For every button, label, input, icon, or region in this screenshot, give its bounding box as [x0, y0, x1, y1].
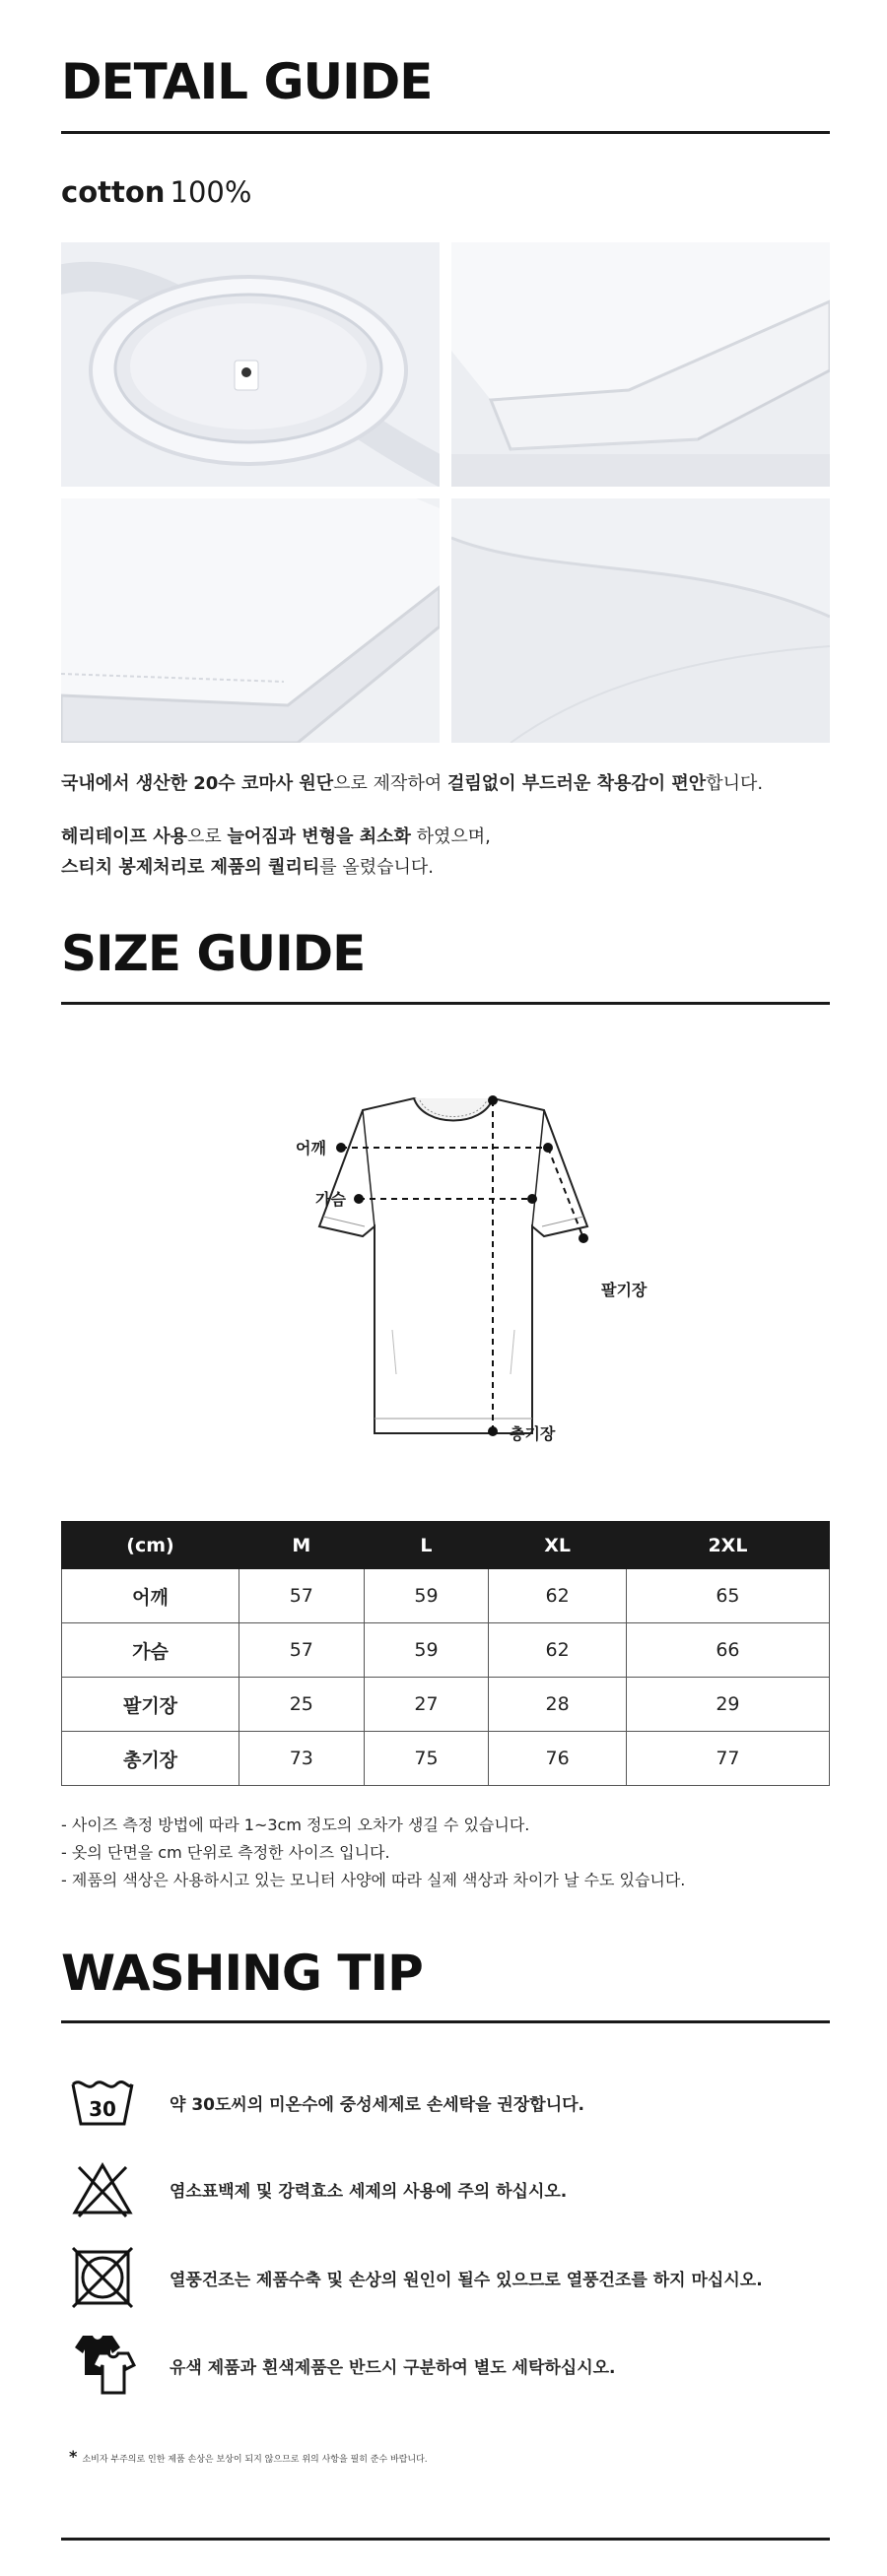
- cell: 59: [364, 1569, 489, 1623]
- cell: 57: [239, 1623, 365, 1678]
- hand-wash-30-icon: [69, 2069, 136, 2136]
- table-row: [62, 1623, 830, 1678]
- label-length: 총기장: [510, 1424, 556, 1443]
- header-m: M: [239, 1522, 365, 1569]
- cell: 65: [626, 1569, 829, 1623]
- desc-2a: 헤리테이프 사용: [61, 826, 187, 847]
- tip-text: 약 30도씨의 미온수에 중성세제로 손세탁을 권장합니다.: [170, 2094, 584, 2115]
- cell: 62: [489, 1569, 627, 1623]
- row-label: 어깨: [62, 1569, 239, 1623]
- cell: 75: [364, 1732, 489, 1786]
- header-2xl: 2XL: [626, 1522, 829, 1569]
- desc-1d: 합니다.: [706, 773, 764, 794]
- tip-no-bleach: [69, 2155, 567, 2222]
- desc-2b: 으로: [186, 826, 228, 847]
- desc-1b: 으로 제작하여: [333, 773, 447, 794]
- row-label: 가슴: [62, 1623, 239, 1678]
- bottom-divider: [61, 2538, 830, 2541]
- desc-line-2: [61, 822, 830, 852]
- cell: 28: [489, 1678, 627, 1732]
- washing-section: [61, 1945, 830, 2002]
- washing-title: WASHING TIP: [61, 1945, 423, 2002]
- no-tumble-dry-icon: [69, 2244, 136, 2311]
- table-row: [62, 1678, 830, 1732]
- tip-separate-wash: [69, 2332, 616, 2399]
- cell: 59: [364, 1623, 489, 1678]
- size-divider: [61, 1002, 830, 1005]
- cell: 29: [626, 1678, 829, 1732]
- tshirt-size-diagram: [286, 1079, 660, 1453]
- tip-no-tumble-dry: [69, 2244, 763, 2311]
- cell: 57: [239, 1569, 365, 1623]
- footnote-text: 소비자 부주의로 인한 제품 손상은 보상이 되지 않으므로 위의 사항을 필히 준수 바랍니다.: [82, 2455, 428, 2465]
- material-percent: 100%: [170, 175, 252, 209]
- desc-2c: 늘어짐과 변형을 최소화: [227, 826, 411, 847]
- detail-divider: [61, 131, 830, 134]
- row-label: 총기장: [62, 1732, 239, 1786]
- note-item: - 제품의 색상은 사용하시고 있는 모니터 사양에 따라 실제 색상과 차이가 날 수도 있습니다.: [61, 1871, 686, 1889]
- cell: 62: [489, 1623, 627, 1678]
- desc-line-1: [61, 768, 830, 799]
- cell: 76: [489, 1732, 627, 1786]
- header-l: L: [364, 1522, 489, 1569]
- size-title: SIZE GUIDE: [61, 925, 366, 982]
- wash-temp: 30: [89, 2097, 116, 2121]
- detail-title: DETAIL GUIDE: [61, 53, 433, 110]
- size-table: [61, 1521, 830, 1786]
- separate-wash-icon: [69, 2332, 136, 2399]
- desc-1a: 국내에서 생산한 20수 코마사 원단: [61, 773, 334, 794]
- photo-fabric: [451, 498, 830, 743]
- washing-divider: [61, 2020, 830, 2023]
- desc-line-3: [61, 852, 830, 883]
- row-label: 팔기장: [62, 1678, 239, 1732]
- header-xl: XL: [489, 1522, 627, 1569]
- desc-2d: 하였으며,: [410, 826, 491, 847]
- cell: 77: [626, 1732, 829, 1786]
- cell: 73: [239, 1732, 365, 1786]
- size-section: [61, 925, 830, 982]
- photo-collar: [61, 242, 440, 487]
- desc-3a: 스티치 봉제처리로 제품의 퀄리티: [61, 857, 320, 878]
- size-table-header: [62, 1522, 830, 1569]
- footnote-star: *: [69, 2447, 78, 2466]
- cell: 27: [364, 1678, 489, 1732]
- photo-sleeve: [451, 242, 830, 487]
- table-row: [62, 1569, 830, 1623]
- tip-text: 열풍건조는 제품수축 및 손상의 원인이 될수 있으므로 열풍건조를 하지 마십시오.: [170, 2270, 763, 2290]
- material-label: [61, 175, 830, 209]
- label-chest: 가슴: [315, 1190, 346, 1209]
- detail-section: [61, 53, 830, 110]
- material-word: cotton: [61, 175, 166, 209]
- cell: 66: [626, 1623, 829, 1678]
- cell: 25: [239, 1678, 365, 1732]
- desc-1c: 걸림없이 부드러운 착용감이 편안: [446, 773, 707, 794]
- label-shoulder: 어깨: [296, 1139, 326, 1157]
- detail-description: [61, 768, 830, 883]
- size-notes: [61, 1812, 830, 1894]
- tip-text: 유색 제품과 흰색제품은 반드시 구분하여 별도 세탁하십시오.: [170, 2357, 616, 2378]
- tip-text: 염소표백제 및 강력효소 세제의 사용에 주의 하십시오.: [170, 2181, 568, 2202]
- no-bleach-icon: [69, 2155, 136, 2222]
- label-sleeve: 팔기장: [601, 1281, 648, 1299]
- header-unit: (cm): [62, 1522, 239, 1569]
- note-item: - 사이즈 측정 방법에 따라 1~3cm 정도의 오차가 생길 수 있습니다.: [61, 1816, 530, 1834]
- photo-hem: [61, 498, 440, 743]
- note-item: - 옷의 단면을 cm 단위로 측정한 사이즈 입니다.: [61, 1843, 390, 1862]
- desc-3b: 를 올렸습니다.: [319, 857, 435, 878]
- footnote: [69, 2447, 428, 2466]
- tip-hand-wash: [69, 2069, 584, 2136]
- table-row: [62, 1732, 830, 1786]
